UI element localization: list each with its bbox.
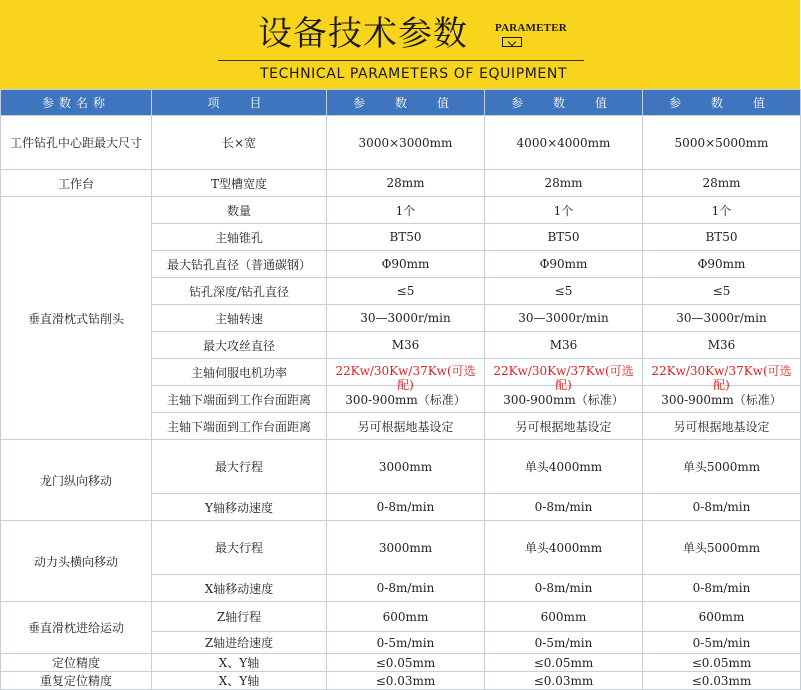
item-cell: 最大行程 [152,440,327,494]
value-cell: 单头5000mm [643,521,801,575]
item-cell: 主轴锥孔 [152,224,327,251]
chevron-down-icon [502,37,522,47]
value-cell: 600mm [485,602,643,632]
group-name-cell: 重复定位精度 [1,672,152,690]
value-cell: ≤5 [485,278,643,305]
value-cell: 单头5000mm [643,440,801,494]
item-cell: 最大行程 [152,521,327,575]
item-cell: 最大钻孔直径（普通碳钢） [152,251,327,278]
value-cell: ≤0.03mm [327,672,485,690]
value-cell: ≤0.03mm [485,672,643,690]
table-header-row [1,90,801,116]
value-cell: BT50 [485,224,643,251]
value-cell: ≤0.05mm [327,654,485,672]
value-cell: 1个 [643,197,801,224]
item-cell: X轴移动速度 [152,575,327,602]
optional-power-value: 22Kw/30Kw/37Kw(可选配) [335,363,476,392]
item-cell: 长×宽 [152,116,327,170]
value-cell [327,359,485,392]
value-cell: M36 [485,332,643,359]
column-header: 参 数 值 [643,90,801,116]
value-cell: 1个 [327,197,485,224]
item-cell: Z轴行程 [152,602,327,632]
value-cell: 600mm [327,602,485,632]
value-cell: 28mm [643,170,801,197]
item-cell: T型槽宽度 [152,170,327,197]
value-cell: 3000mm [327,521,485,575]
parameters-table [0,89,801,690]
value-cell: Φ90mm [643,251,801,278]
value-cell: 30—3000r/min [485,305,643,332]
item-cell: 钻孔深度/钻孔直径 [152,278,327,305]
item-cell: Z轴进给速度 [152,632,327,654]
value-cell: 28mm [485,170,643,197]
group-name-cell: 垂直滑枕式钻削头 [1,197,152,440]
value-cell: ≤0.05mm [485,654,643,672]
value-cell: 0-8m/min [643,494,801,521]
value-cell: 300-900mm（标准） [327,386,485,413]
value-cell: 0-8m/min [485,494,643,521]
item-cell: 主轴转速 [152,305,327,332]
value-cell: 0-8m/min [643,575,801,602]
table-row [1,672,801,690]
value-cell: 300-900mm（标准） [643,386,801,413]
value-cell: 0-5m/min [327,632,485,654]
item-cell: Y轴移动速度 [152,494,327,521]
optional-power-value: 22Kw/30Kw/37Kw(可选配) [493,363,634,392]
title-divider [218,60,584,61]
value-cell: 0-8m/min [485,575,643,602]
item-cell: 最大攻丝直径 [152,332,327,359]
value-cell: 另可根据地基设定 [327,413,485,440]
column-header: 参 数 值 [327,90,485,116]
value-cell: 30—3000r/min [327,305,485,332]
value-cell: 0-5m/min [643,632,801,654]
column-header: 参 数 值 [485,90,643,116]
value-cell: BT50 [643,224,801,251]
value-cell [485,359,643,392]
value-cell: 单头4000mm [485,440,643,494]
table-row [1,602,801,632]
table-row [1,116,801,170]
value-cell: M36 [327,332,485,359]
value-cell [643,359,801,392]
column-header: 参数名称 [1,90,152,116]
group-name-cell: 垂直滑枕进给运动 [1,602,152,654]
item-cell: X、Y轴 [152,672,327,690]
value-cell: 300-900mm（标准） [485,386,643,413]
item-cell: 数量 [152,197,327,224]
group-name-cell: 动力头横向移动 [1,521,152,602]
page-subtitle: TECHNICAL PARAMETERS OF EQUIPMENT [260,66,568,82]
parameter-tag: PARAMETER [495,22,567,34]
value-cell: 0-8m/min [327,494,485,521]
item-cell: 主轴下端面到工作台面距离 [152,413,327,440]
value-cell: 1个 [485,197,643,224]
value-cell: 3000mm [327,440,485,494]
header-banner [0,0,800,89]
value-cell: ≤5 [327,278,485,305]
group-name-cell: 工作台 [1,170,152,197]
column-header: 项 目 [152,90,327,116]
value-cell: 0-5m/min [485,632,643,654]
item-cell: X、Y轴 [152,654,327,672]
value-cell: 28mm [327,170,485,197]
table-row [1,521,801,575]
group-name: 工件钻孔中心距最大尺寸 [9,135,142,150]
value-cell: M36 [643,332,801,359]
table-row [1,197,801,224]
group-name-cell [1,116,152,170]
value-cell: ≤5 [643,278,801,305]
value-cell: 30—3000r/min [643,305,801,332]
group-name-cell: 定位精度 [1,654,152,672]
page-title: 设备技术参数 [258,14,468,54]
value-cell: 另可根据地基设定 [485,413,643,440]
value-cell: Φ90mm [485,251,643,278]
value-cell: 600mm [643,602,801,632]
item-cell: 主轴下端面到工作台面距离 [152,386,327,413]
value-cell: 0-8m/min [327,575,485,602]
value-cell: 4000×4000mm [485,116,643,170]
optional-power-value: 22Kw/30Kw/37Kw(可选配) [651,363,792,392]
value-cell: 3000×3000mm [327,116,485,170]
value-cell: Φ90mm [327,251,485,278]
value-cell: ≤0.05mm [643,654,801,672]
table-row [1,654,801,672]
table-row [1,170,801,197]
value-cell: ≤0.03mm [643,672,801,690]
group-name-cell: 龙门纵向移动 [1,440,152,521]
value-cell: 5000×5000mm [643,116,801,170]
value-cell: 另可根据地基设定 [643,413,801,440]
value-cell: BT50 [327,224,485,251]
value-cell: 单头4000mm [485,521,643,575]
item-cell: 主轴伺服电机功率 [152,359,327,386]
table-row [1,440,801,494]
